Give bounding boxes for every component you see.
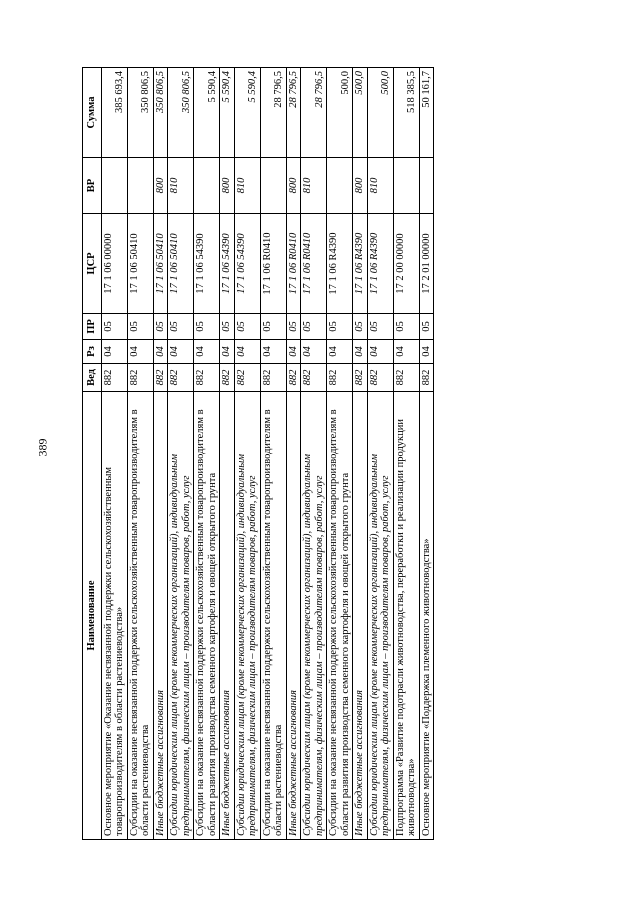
table-row: [367, 68, 393, 840]
cell-vr: 810: [234, 158, 260, 214]
cell-ved: 882: [327, 364, 353, 392]
cell-rz: 04: [260, 340, 286, 364]
cell-rz: 04: [194, 340, 220, 364]
table-row: [194, 68, 220, 840]
cell-vr: [260, 158, 286, 214]
cell-csr: 17 1 06 R0410: [286, 214, 301, 314]
cell-rz: 04: [367, 340, 393, 364]
table-row: [127, 68, 153, 840]
cell-ved: 882: [367, 364, 393, 392]
header-sum: Сумма: [83, 68, 102, 158]
cell-name: Субсидии юридическим лицам (кроме некоммерческих организаций), индивидуальным предпринимателям, физическим лицам – производителям товаров, работ, услуг: [234, 392, 260, 840]
cell-name: Субсидии на оказание несвязанной поддержки сельскохозяйственным товаропроизводителям в области растениеводства: [260, 392, 286, 840]
cell-pr: 05: [168, 314, 194, 340]
cell-pr: 05: [153, 314, 168, 340]
rotated-table-wrapper: [82, 68, 560, 840]
cell-name: Основное мероприятие «Поддержка племенного животноводства»: [419, 392, 434, 840]
header-ved: Вед: [83, 364, 102, 392]
cell-name: Субсидии юридическим лицам (кроме некоммерческих организаций), индивидуальным предпринимателям, физическим лицам – производителям товаров, работ, услуг: [168, 392, 194, 840]
table-body: [101, 68, 434, 840]
cell-rz: 04: [327, 340, 353, 364]
cell-sum: 500,0: [353, 68, 368, 158]
cell-vr: 800: [286, 158, 301, 214]
cell-rz: 04: [234, 340, 260, 364]
cell-pr: 05: [393, 314, 419, 340]
cell-rz: 04: [168, 340, 194, 364]
cell-vr: 810: [301, 158, 327, 214]
cell-ved: 882: [260, 364, 286, 392]
cell-vr: [327, 158, 353, 214]
header-vr: ВР: [83, 158, 102, 214]
cell-vr: 800: [220, 158, 235, 214]
cell-name: Субсидии юридическим лицам (кроме некоммерческих организаций), индивидуальным предпринимателям, физическим лицам – производителям товаров, работ, услуг: [301, 392, 327, 840]
cell-sum: 28 796,5: [301, 68, 327, 158]
table-row: [101, 68, 127, 840]
cell-csr: 17 1 06 54390: [194, 214, 220, 314]
table-row: [353, 68, 368, 840]
cell-pr: 05: [220, 314, 235, 340]
table-row: [220, 68, 235, 840]
cell-ved: 882: [353, 364, 368, 392]
cell-name: Субсидии на оказание несвязанной поддержки сельскохозяйственным товаропроизводителям в области растениеводства: [127, 392, 153, 840]
cell-csr: 17 1 06 50410: [127, 214, 153, 314]
cell-sum: 350 806,5: [127, 68, 153, 158]
table-row: [419, 68, 434, 840]
cell-pr: 05: [127, 314, 153, 340]
cell-vr: 810: [367, 158, 393, 214]
cell-csr: 17 1 06 R4390: [367, 214, 393, 314]
cell-ved: 882: [286, 364, 301, 392]
cell-csr: 17 1 06 54390: [234, 214, 260, 314]
cell-sum: 500,0: [327, 68, 353, 158]
cell-sum: 518 385,5: [393, 68, 419, 158]
cell-pr: 05: [194, 314, 220, 340]
cell-ved: 882: [153, 364, 168, 392]
cell-rz: 04: [353, 340, 368, 364]
cell-ved: 882: [101, 364, 127, 392]
cell-vr: [101, 158, 127, 214]
cell-csr: 17 1 06 50410: [153, 214, 168, 314]
cell-rz: 04: [286, 340, 301, 364]
cell-name: Иные бюджетные ассигнования: [353, 392, 368, 840]
cell-name: Субсидии юридическим лицам (кроме некоммерческих организаций), индивидуальным предпринимателям, физическим лицам – производителям товаров, работ, услуг: [367, 392, 393, 840]
cell-rz: 04: [127, 340, 153, 364]
cell-sum: 28 796,5: [286, 68, 301, 158]
cell-pr: 05: [367, 314, 393, 340]
cell-name: Иные бюджетные ассигнования: [153, 392, 168, 840]
cell-rz: 04: [419, 340, 434, 364]
cell-sum: 350 806,5: [168, 68, 194, 158]
table-row: [234, 68, 260, 840]
cell-rz: 04: [393, 340, 419, 364]
cell-pr: 05: [286, 314, 301, 340]
cell-csr: 17 1 06 00000: [101, 214, 127, 314]
cell-name: Субсидии на оказание несвязанной поддержки сельскохозяйственным товаропроизводителям в области развития производства семенного картофеля и овощей открытого грунта: [194, 392, 220, 840]
cell-ved: 882: [301, 364, 327, 392]
cell-sum: 5 590,4: [194, 68, 220, 158]
cell-sum: 5 590,4: [220, 68, 235, 158]
cell-rz: 04: [220, 340, 235, 364]
cell-ved: 882: [220, 364, 235, 392]
cell-name: Основное мероприятие «Оказание несвязанной поддержки сельскохозяйственным товаропроизводителям в области растениеводства»: [101, 392, 127, 840]
table-row: [153, 68, 168, 840]
cell-csr: 17 1 06 R4390: [353, 214, 368, 314]
header-name: Наименование: [83, 392, 102, 840]
cell-pr: 05: [301, 314, 327, 340]
cell-rz: 04: [101, 340, 127, 364]
cell-sum: 5 590,4: [234, 68, 260, 158]
cell-vr: [393, 158, 419, 214]
cell-csr: 17 2 00 00000: [393, 214, 419, 314]
cell-pr: 05: [419, 314, 434, 340]
cell-csr: 17 1 06 R0410: [260, 214, 286, 314]
cell-ved: 882: [127, 364, 153, 392]
cell-sum: 500,0: [367, 68, 393, 158]
table-row: [327, 68, 353, 840]
cell-pr: 05: [101, 314, 127, 340]
table-row: [168, 68, 194, 840]
cell-csr: 17 1 06 R0410: [301, 214, 327, 314]
cell-pr: 05: [260, 314, 286, 340]
header-pr: ПР: [83, 314, 102, 340]
cell-vr: 800: [153, 158, 168, 214]
cell-vr: 800: [353, 158, 368, 214]
cell-pr: 05: [234, 314, 260, 340]
cell-vr: [419, 158, 434, 214]
table-row: [260, 68, 286, 840]
cell-vr: 810: [168, 158, 194, 214]
cell-sum: 50 161,7: [419, 68, 434, 158]
cell-ved: 882: [234, 364, 260, 392]
cell-name: Иные бюджетные ассигнования: [220, 392, 235, 840]
cell-rz: 04: [301, 340, 327, 364]
table-row: [393, 68, 419, 840]
cell-name: Подпрограмма «Развитие подотрасли животноводства, переработки и реализации продукции животноводства»: [393, 392, 419, 840]
table-row: [301, 68, 327, 840]
cell-vr: [127, 158, 153, 214]
header-csr: ЦСР: [83, 214, 102, 314]
cell-csr: 17 1 06 50410: [168, 214, 194, 314]
table-header-row: [83, 68, 102, 840]
cell-pr: 05: [353, 314, 368, 340]
cell-pr: 05: [327, 314, 353, 340]
cell-sum: 28 796,5: [260, 68, 286, 158]
cell-ved: 882: [419, 364, 434, 392]
page-number: 389: [35, 438, 50, 457]
cell-sum: 350 806,5: [153, 68, 168, 158]
cell-sum: 385 693,4: [101, 68, 127, 158]
cell-vr: [194, 158, 220, 214]
budget-table: [82, 67, 434, 840]
cell-csr: 17 1 06 54390: [220, 214, 235, 314]
cell-csr: 17 1 06 R4390: [327, 214, 353, 314]
cell-ved: 882: [393, 364, 419, 392]
cell-name: Субсидии на оказание несвязанной поддержки сельскохозяйственным товаропроизводителям в области развития производства семенного картофеля и овощей открытого грунта: [327, 392, 353, 840]
header-rz: Рз: [83, 340, 102, 364]
cell-rz: 04: [153, 340, 168, 364]
cell-ved: 882: [168, 364, 194, 392]
cell-name: Иные бюджетные ассигнования: [286, 392, 301, 840]
cell-ved: 882: [194, 364, 220, 392]
table-row: [286, 68, 301, 840]
cell-csr: 17 2 01 00000: [419, 214, 434, 314]
